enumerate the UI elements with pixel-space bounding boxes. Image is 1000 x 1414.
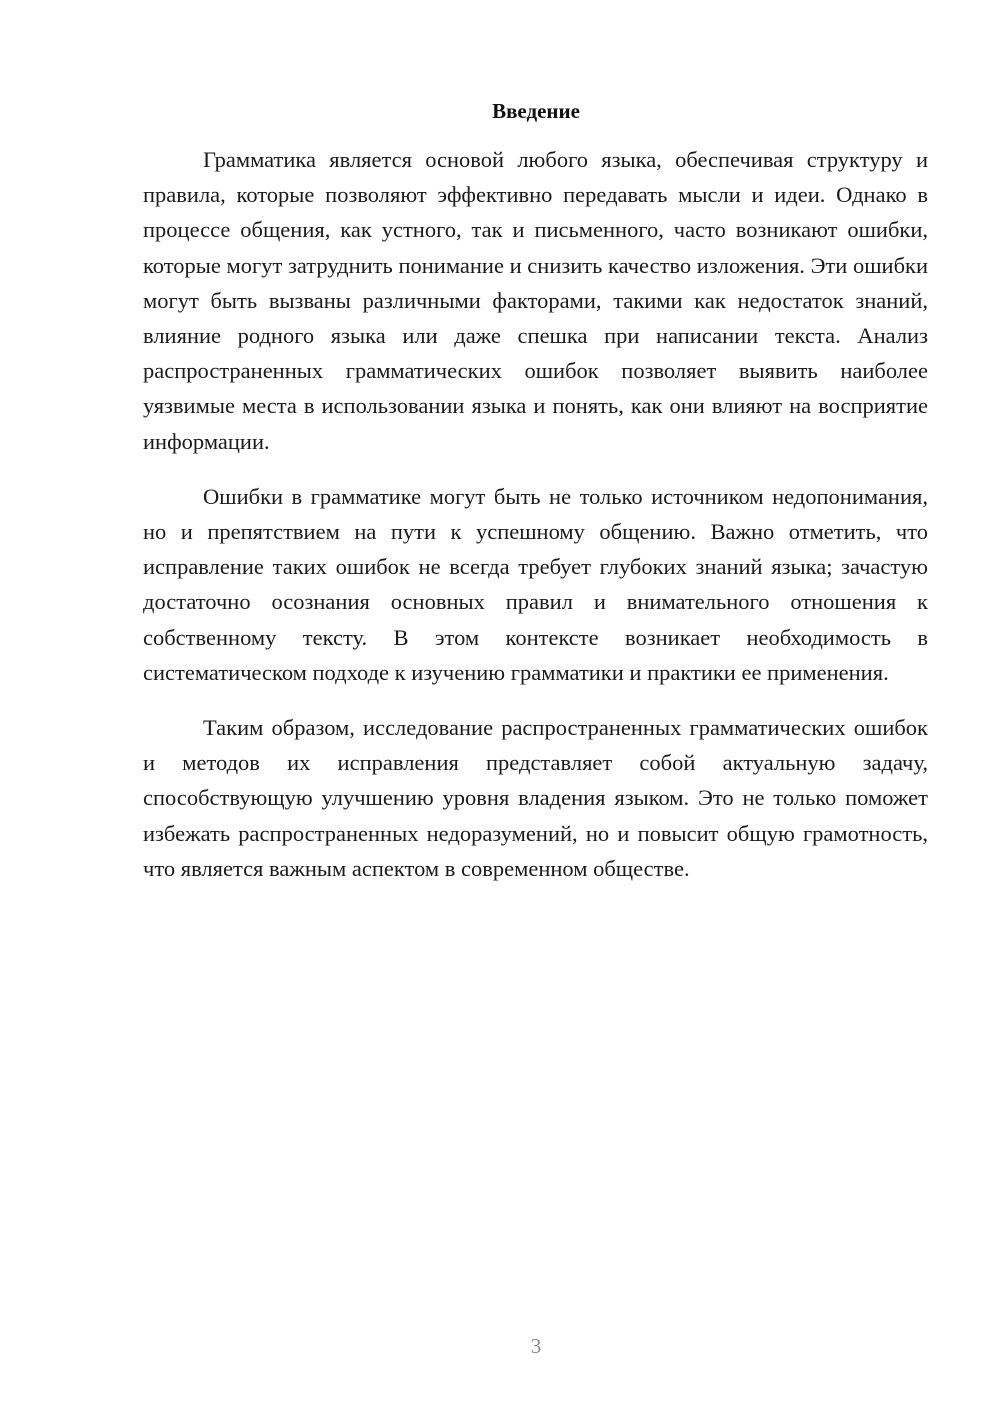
paragraph: Таким образом, исследование распространенных грамматических ошибок и методов их исправления представляет собой актуальную задачу, способствующую улучшению уровня владения языком. Это не только поможет избежать распространенных недоразумений, но и повысит общую грамотность, что является важным аспектом в современном обществе. (143, 715, 928, 881)
section-heading: Введение (492, 99, 580, 123)
paragraph: Ошибки в грамматике могут быть не только источником недопонимания, но и препятствием на пути к успешному общению. Важно отметить, что исправление таких ошибок не всегда требует глубоких знаний языка; зачастую достаточно осознания основных правил и внимательного отношения к собственному тексту. В этом контексте возникает необходимость в систематическом подходе к изучению грамматики и практики ее применения. (143, 483, 928, 685)
paragraph: Грамматика является основой любого языка, обеспечивая структуру и правила, которые позволяют эффективно передавать мысли и идеи. Однако в процессе общения, как устного, так и письменного, часто возникают ошибки, которые могут затруднить понимание и снизить качество изложения. Эти ошибки могут быть вызваны различными факторами, такими как недостаток знаний, влияние родного языка или даже спешка при написании текста. Анализ распространенных грамматических ошибок позволяет выявить наиболее уязвимые места в использовании языка и понять, как они влияют на восприятие информации. (143, 147, 928, 454)
body-text (143, 142, 928, 906)
page-number: 3 (530, 1334, 542, 1358)
